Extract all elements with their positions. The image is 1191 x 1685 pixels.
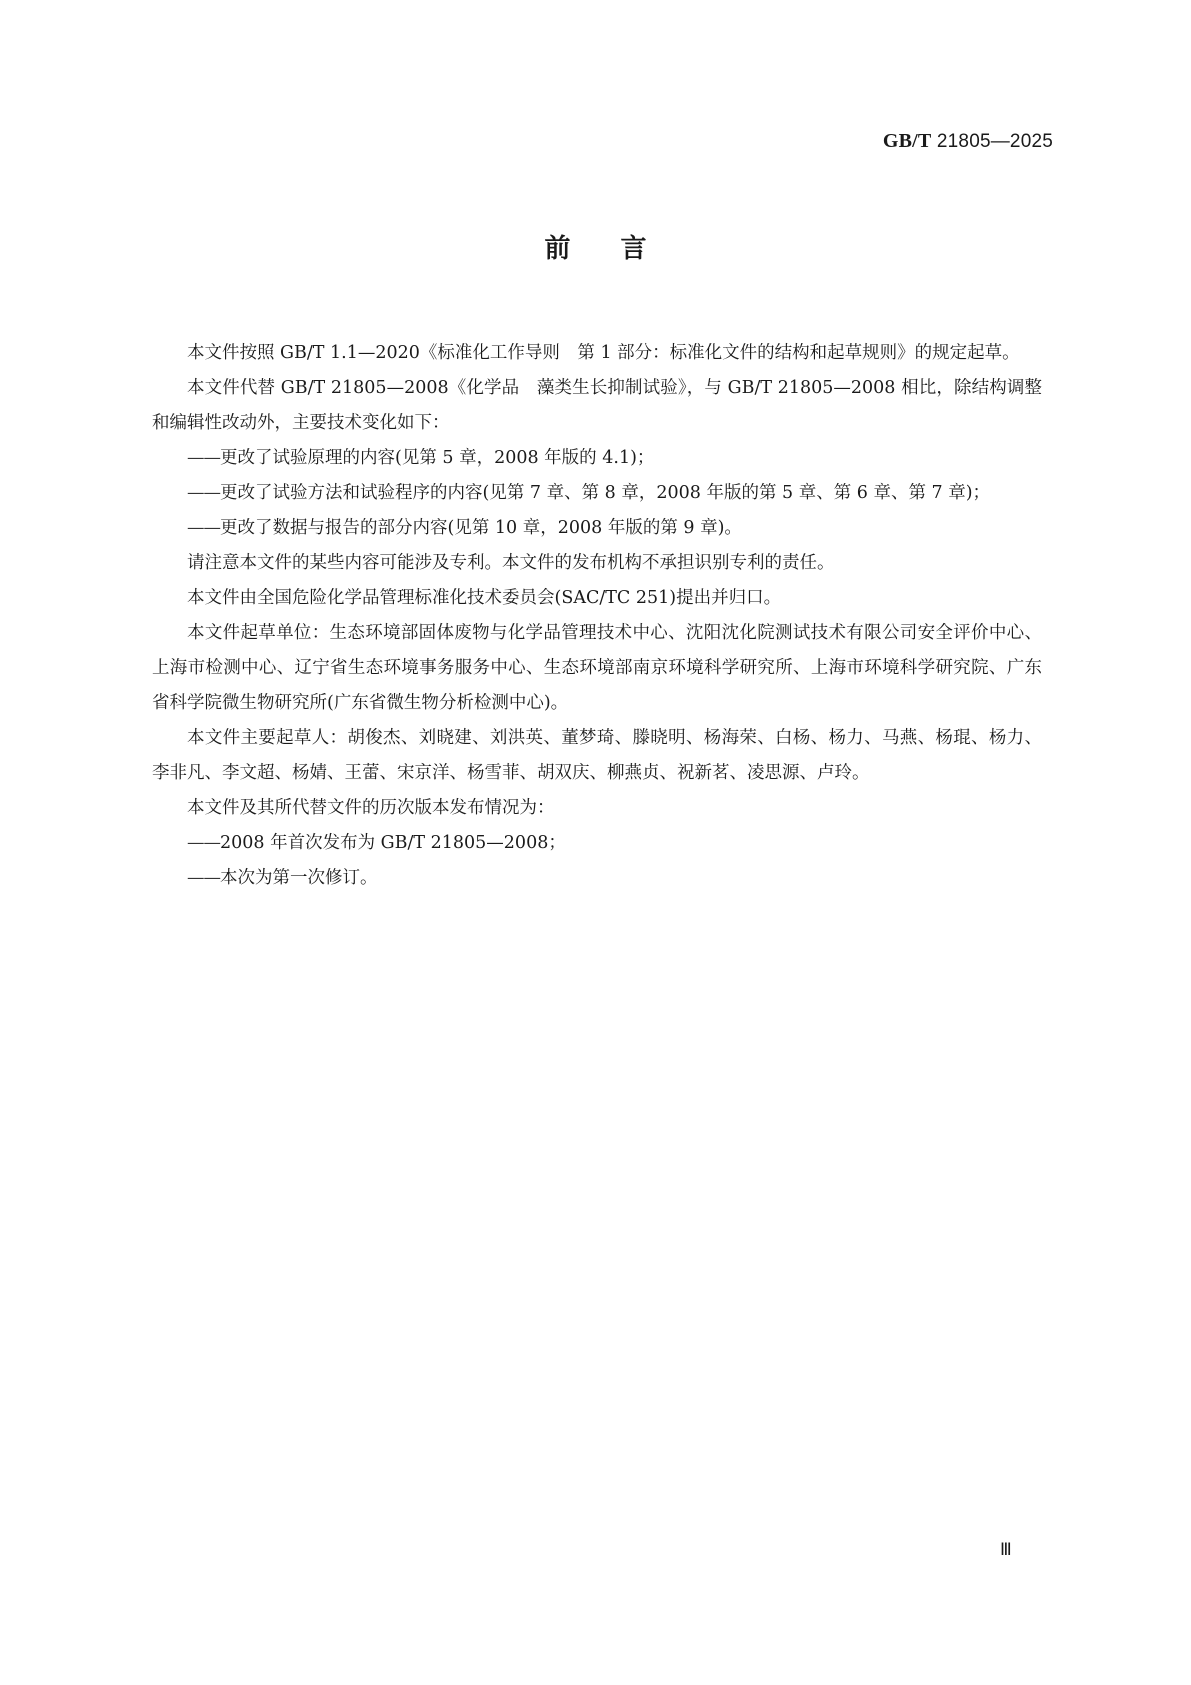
history-intro: 本文件及其所代替文件的历次版本发布情况为： xyxy=(187,798,555,818)
page-number: Ⅲ xyxy=(1000,1540,1012,1559)
change-item xyxy=(152,476,1042,511)
foreword-body xyxy=(152,336,1042,896)
standard-prefix: GB/T xyxy=(882,130,932,152)
change-item xyxy=(152,511,1042,546)
standard-code-header xyxy=(883,130,1053,153)
dash-mark: —— xyxy=(187,483,220,503)
standard-number: 21805—2025 xyxy=(936,131,1053,152)
change-item-text: 更改了数据与报告的部分内容(见第 10 章，2008 年版的第 9 章)。 xyxy=(220,518,742,538)
dash-mark: —— xyxy=(187,833,220,853)
patent-notice: 请注意本文件的某些内容可能涉及专利。本文件的发布机构不承担识别专利的责任。 xyxy=(187,553,835,573)
dash-mark: —— xyxy=(187,518,220,538)
drafters-paragraph: 本文件主要起草人：胡俊杰、刘晓建、刘洪英、董梦琦、滕晓明、杨海荣、白杨、杨力、马燕、杨琨、杨力、李非凡、李文超、杨婧、王蕾、宋京洋、杨雪菲、胡双庆、柳燕贞、祝新茗、凌思源、卢玲。 xyxy=(152,728,1042,783)
change-item-text: 更改了试验原理的内容(见第 5 章，2008 年版的 4.1)； xyxy=(220,448,655,468)
proposed-by-paragraph: 本文件由全国危险化学品管理标准化技术委员会(SAC/TC 251)提出并归口。 xyxy=(187,588,782,608)
page-title: 前言 xyxy=(544,234,697,264)
change-item-text: 更改了试验方法和试验程序的内容(见第 7 章、第 8 章，2008 年版的第 5 章、第 6 章、第 7 章)； xyxy=(220,483,991,503)
dash-mark: —— xyxy=(187,448,220,468)
drafting-units-paragraph: 本文件起草单位：生态环境部固体废物与化学品管理技术中心、沈阳沈化院测试技术有限公司安全评价中心、上海市检测中心、辽宁省生态环境事务服务中心、生态环境部南京环境科学研究所、上海市环境科学研究院、广东省科学院微生物研究所(广东省微生物分析检测中心)。 xyxy=(152,623,1042,713)
change-item xyxy=(152,441,1042,476)
history-item-text: 2008 年首次发布为 GB/T 21805—2008； xyxy=(220,833,566,853)
drafting-basis-paragraph: 本文件按照 GB/T 1.1—2020《标准化工作导则 第 1 部分：标准化文件的结构和起草规则》的规定起草。 xyxy=(187,343,1020,363)
history-item-text: 本次为第一次修订。 xyxy=(220,868,378,888)
history-item xyxy=(152,861,1042,896)
history-item xyxy=(152,826,1042,861)
replacement-paragraph: 本文件代替 GB/T 21805—2008《化学品 藻类生长抑制试验》，与 GB/T 21805—2008 相比，除结构调整和编辑性改动外，主要技术变化如下： xyxy=(152,378,1042,433)
dash-mark: —— xyxy=(187,868,220,888)
